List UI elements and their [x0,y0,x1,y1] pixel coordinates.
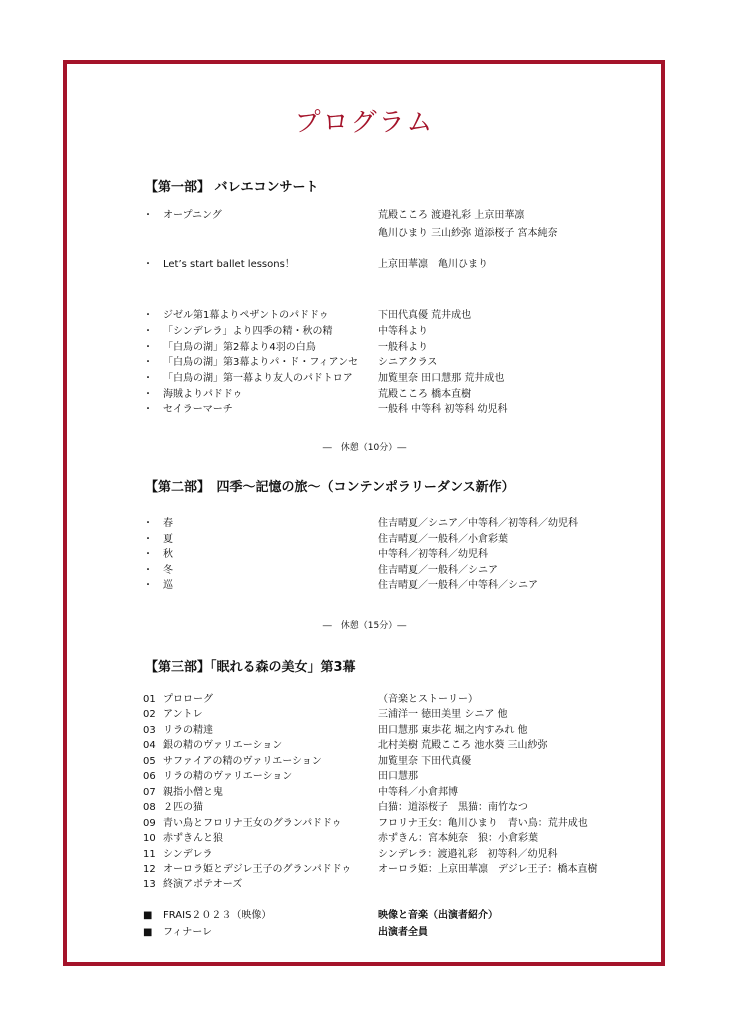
program-item [143,800,203,816]
bullet-mark: ・ [143,373,153,384]
item-title: 赤ずきんと狼 [163,833,223,845]
item-number: 10 [143,833,156,845]
item-number: 01 [143,694,156,705]
item-cast: 白猫：道添桜子 黒猫：南竹なつ [378,802,528,814]
program-item [143,723,213,739]
program-item [143,402,233,418]
part2-heading: 【第二部】 四季～記憶の旅～（コンテンポラリーダンス新作） [145,480,515,495]
item-cast: （音楽とストーリー） [378,694,478,705]
page-title: プログラム [294,108,435,138]
item-cast: 北村美樹 荒殿こころ 池水葵 三山紗弥 [378,740,548,752]
item-cast: シニアクラス [378,357,438,368]
program-item [143,831,223,847]
item-title: 巡 [163,580,173,591]
bullet-mark: ・ [143,518,153,529]
program-item [143,226,163,242]
program-item [143,355,358,371]
program-item [143,563,173,579]
item-number: 05 [143,755,156,767]
program-row [0,578,729,594]
item-title: セイラーマーチ [163,404,233,415]
item-cast: 映像と音楽（出演者紹介） [378,910,498,921]
item-title: 海賊よりパドドゥ [163,389,243,400]
program-item [143,754,322,770]
item-title: ジゼル第1幕よりペザントのパドドゥ [163,310,329,321]
program-item [143,516,173,532]
item-title: フィナーレ [163,927,212,938]
program-item [143,769,292,785]
item-title: 「白鳥の湖」第3幕よりパ・ド・フィアンセ [163,357,359,368]
item-title: アントレ [163,709,203,721]
program-row [0,738,729,754]
program-row [0,308,729,324]
item-title: オーロラ姫とデジレ王子のグランパドドゥ [163,863,352,875]
item-title: サファイアの精のヴァリエーション [163,755,322,767]
program-row [0,908,729,924]
program-item [143,908,271,924]
program-row [0,340,729,356]
item-title: 銀の精のヴァリエーション [163,740,283,752]
item-title: ２匹の猫 [163,802,203,814]
program-row [0,387,729,403]
item-cast: 一般科より [378,342,428,353]
item-cast: 荒殿こころ 渡邉礼彩 上京田華凛 [378,210,525,221]
item-title: 秋 [163,549,173,560]
item-cast: 田口慧那 [378,771,418,783]
program-row [0,563,729,579]
item-title: プロローグ [163,694,213,705]
program-row [0,754,729,770]
item-number: 09 [143,817,156,829]
program-row [0,208,729,224]
bullet-mark: ・ [143,580,153,591]
part1-heading: 【第一部】 バレエコンサート [145,180,319,195]
item-cast: 下田代真優 荒井成也 [378,310,472,321]
item-title: リラの精のヴァリエーション [163,771,293,783]
program-item [143,862,351,878]
program-item [143,816,342,832]
item-number: 08 [143,802,156,814]
item-cast: 三浦洋一 徳田美里 シニア 他 [378,709,508,721]
bullet-mark: ・ [143,404,153,415]
item-cast: 一般科 中等科 初等科 幼児科 [378,404,508,415]
program-row [0,355,729,371]
program-row [0,862,729,878]
bullet-mark: ・ [143,389,153,400]
program-row [0,816,729,832]
bullet-mark: ・ [143,310,153,321]
program-row [0,831,729,847]
program-item [143,785,223,801]
program-item [143,738,282,754]
item-cast: オーロラ姫：上京田華凛 デジレ王子：橋本直樹 [378,863,598,875]
program-row [0,371,729,387]
item-cast: シンデレラ：渡邉礼彩 初等科／幼児科 [378,848,558,860]
item-cast: フロリナ王女：亀川ひまり 青い鳥：荒井成也 [378,817,588,829]
program-row [0,877,729,893]
bullet-mark: ・ [143,342,153,353]
item-cast: 加覧里奈 下田代真優 [378,755,472,767]
item-number: 13 [143,879,156,891]
program-row [0,226,729,242]
item-cast: 住吉晴夏／一般科／シニア [378,565,498,576]
item-title: シンデレラ [163,848,213,860]
item-cast: 住吉晴夏／シニア／中等科／初等科／幼児科 [378,518,578,529]
item-cast: 中等科より [378,326,428,337]
bullet-mark: ・ [143,210,153,221]
program-item [143,371,353,387]
program-item [143,324,333,340]
bullet-mark: ・ [143,259,153,270]
bullet-mark: ・ [143,565,153,576]
item-cast: 中等科／初等科／幼児科 [378,549,488,560]
program-row [0,692,729,708]
item-title: 冬 [163,565,173,576]
item-title: オープニング [163,210,222,221]
program-row [0,257,729,273]
break-1: ― 休憩（10分）― [322,443,407,453]
bullet-mark: ・ [143,326,153,337]
program-row [0,516,729,532]
part3-heading: 【第三部】「眠れる森の美女」第3幕 [145,660,356,675]
item-title: 青い鳥とフロリナ王女のグランパドドゥ [163,817,342,829]
item-cast: 田口慧那 東歩花 堀之内すみれ 他 [378,724,528,736]
program-row [0,402,729,418]
item-number: 04 [143,740,156,752]
item-cast: 加覧里奈 田口慧那 荒井成也 [378,373,505,384]
item-title: FRAIS２０２３（映像） [163,910,272,921]
item-number: 11 [143,848,156,860]
item-cast: 出演者全員 [378,927,428,938]
program-row [0,723,729,739]
program-item [143,387,243,403]
bullet-mark: ■ [143,910,153,921]
item-title: 夏 [163,534,173,545]
item-number: 02 [143,709,156,721]
program-item [143,707,203,723]
item-cast: 荒殿こころ 橋本直樹 [378,389,472,400]
program-item [143,692,213,708]
program-row [0,847,729,863]
item-title: 「白鳥の湖」第一幕より友人のパドトロア [163,373,353,384]
program-row [0,324,729,340]
item-number: 07 [143,786,156,798]
program-row [0,785,729,801]
item-number: 12 [143,863,156,875]
program-row [0,800,729,816]
program-item [143,877,242,893]
item-cast: 亀川ひまり 三山紗弥 道添桜子 宮本純奈 [378,228,558,239]
program-item [143,340,316,356]
program-item [143,532,173,548]
item-number: 06 [143,771,156,783]
item-title: 終演アポテオーズ [163,879,243,891]
item-title: 「白鳥の湖」第2幕より4羽の白鳥 [163,342,316,353]
item-cast: 住吉晴夏／一般科／中等科／シニア [378,580,538,591]
bullet-mark: ・ [143,357,153,368]
program-item [143,578,173,594]
item-title: 春 [163,518,173,529]
program-item [143,547,173,563]
item-number: 03 [143,724,156,736]
bullet-mark: ・ [143,534,153,545]
bullet-mark: ・ [143,549,153,560]
item-title: リラの精達 [163,724,213,736]
item-title: 「シンデレラ」より四季の精・秋の精 [163,326,333,337]
program-row [0,532,729,548]
program-item [143,847,213,863]
item-title: 親指小僧と鬼 [163,786,223,798]
item-cast: 中等科／小倉邦博 [378,786,458,798]
item-title: Let’s start ballet lessons！ [163,259,295,270]
item-cast: 赤ずきん：宮本純奈 狼：小倉彩葉 [378,833,538,845]
program-item [143,308,329,324]
bullet-mark: ■ [143,927,153,938]
break-2: ― 休憩（15分）― [322,621,407,631]
program-item [143,925,212,941]
program-row [0,547,729,563]
item-cast: 住吉晴夏／一般科／小倉彩葉 [378,534,508,545]
program-item [143,257,295,273]
item-cast: 上京田華凛 亀川ひまり [378,259,488,270]
program-item [143,208,222,224]
program-row [0,769,729,785]
program-row [0,925,729,941]
program-row [0,707,729,723]
